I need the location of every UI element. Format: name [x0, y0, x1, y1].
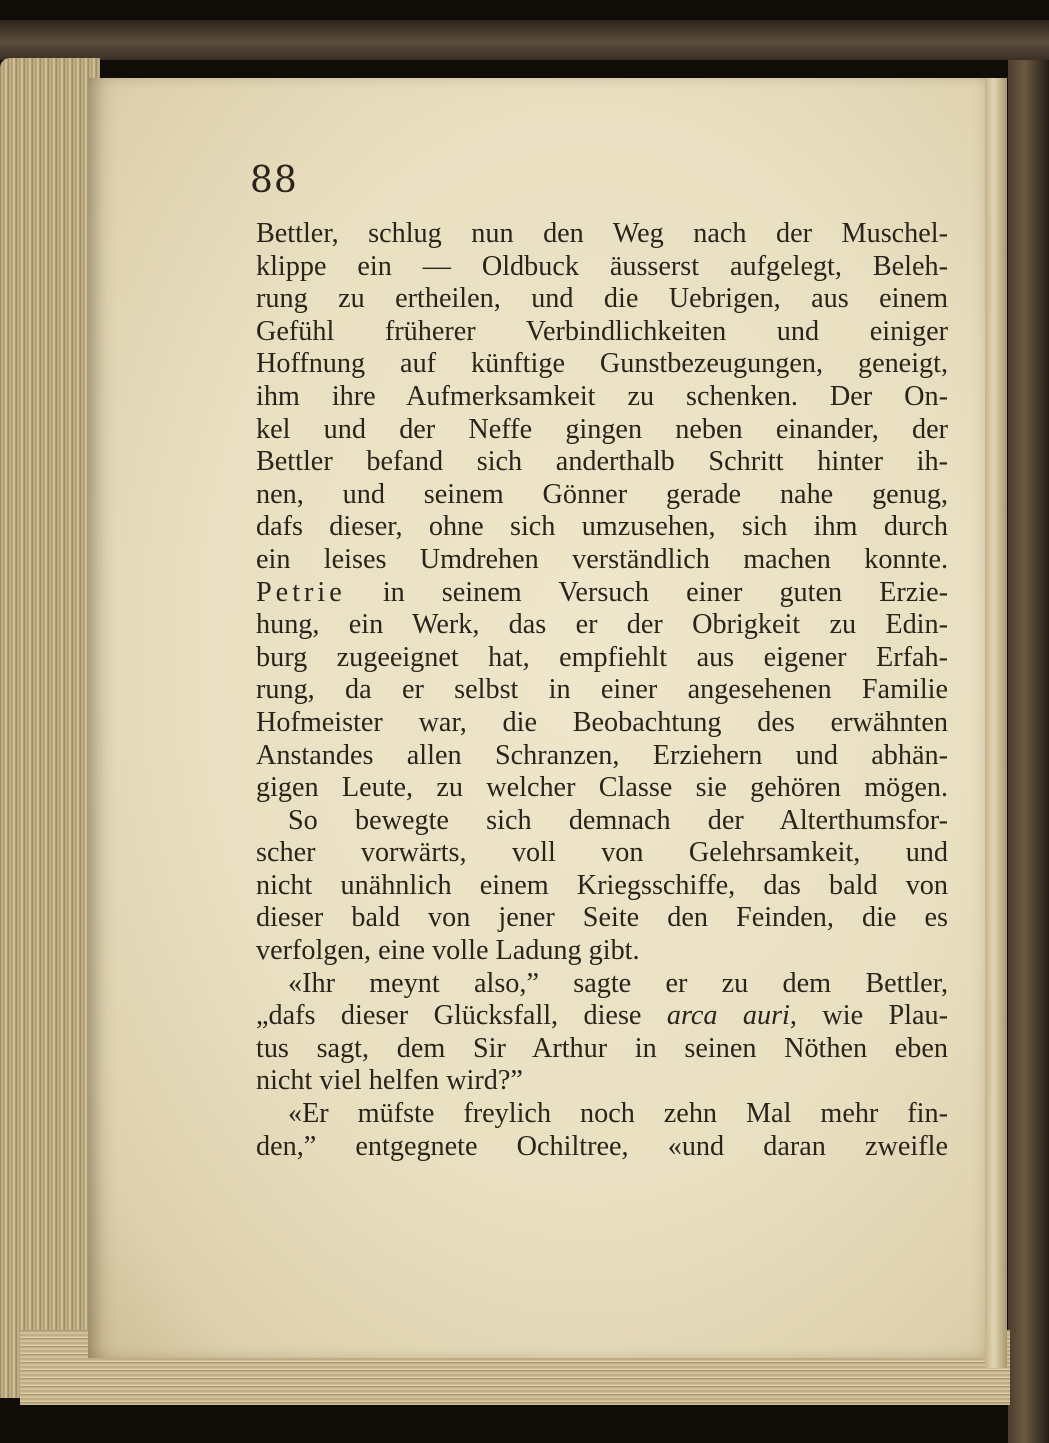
text-line: So bewegte sich demnach der Alterthumsfor-	[288, 804, 948, 836]
text-line: «Er müfste freylich noch zehn Mal mehr fin-	[288, 1098, 948, 1130]
text-line: hung, ein Werk, das er der Obrigkeit zu Edin-	[256, 609, 948, 641]
book-binding-top	[0, 20, 1049, 60]
text-line: burg zugeeignet hat, empfiehlt aus eigener Erfah-	[256, 641, 948, 673]
text-line: Hofmeister war, die Beobachtung des erwähnten	[256, 706, 948, 738]
text-line: Gefühl früherer Verbindlichkeiten und einiger	[256, 315, 948, 347]
text-fragment: „dafs dieser Glücksfall, diese	[256, 1000, 667, 1032]
text-line: den,” entgegnete Ochiltree, «und daran zweifle	[256, 1130, 948, 1162]
text-line: kel und der Neffe gingen neben einander, der	[256, 413, 948, 445]
text-fragment: in seinem Versuch einer guten Erzie-	[345, 576, 948, 608]
text-line: gigen Leute, zu welcher Classe sie gehören mögen.	[256, 772, 948, 804]
page-number: 88	[250, 160, 298, 201]
text-line: klippe ein — Oldbuck äusserst aufgelegt, Beleh-	[256, 250, 948, 282]
text-line: scher vorwärts, voll von Gelehrsamkeit, und	[256, 837, 948, 869]
text-line: «Ihr meynt also,” sagte er zu dem Bettler,	[288, 967, 948, 999]
text-line: Bettler befand sich anderthalb Schritt hinter ih-	[256, 446, 948, 478]
latin-phrase: arca auri	[666, 1000, 790, 1032]
text-line	[256, 577, 948, 610]
text-line: ein leises Umdrehen verständlich machen konnte.	[256, 543, 948, 575]
text-line	[256, 1000, 948, 1033]
text-line: Anstandes allen Schranzen, Erziehern und abhän-	[256, 739, 948, 771]
page-gutter	[985, 78, 1007, 1368]
text-fragment: , wie Plau-	[789, 1000, 948, 1032]
body-text	[256, 218, 948, 1163]
text-line: nen, und seinem Gönner gerade nahe genug,	[256, 478, 948, 510]
text-line: Hoffnung auf künftige Gunstbezeugungen, geneigt,	[256, 348, 948, 380]
text-line: tus sagt, dem Sir Arthur in seinen Nöthen eben	[256, 1032, 948, 1064]
text-line: rung zu ertheilen, und die Uebrigen, aus einem	[256, 283, 948, 315]
text-line: rung, da er selbst in einer angesehenen Familie	[256, 674, 948, 706]
text-line: ihm ihre Aufmerksamkeit zu schenken. Der On-	[256, 380, 948, 412]
text-line: nicht viel helfen wird?”	[256, 1065, 523, 1097]
text-line: Bettler, schlug nun den Weg nach der Muschel-	[256, 218, 948, 249]
text-line: dafs dieser, ohne sich umzusehen, sich ihm durch	[256, 511, 948, 543]
text-line: nicht unähnlich einem Kriegsschiffe, das bald von	[256, 869, 948, 901]
text-line: dieser bald von jener Seite den Feinden, die es	[256, 902, 948, 934]
spaced-name: Petrie	[256, 576, 346, 608]
page-edges-left	[0, 58, 100, 1398]
book-binding-right	[1008, 60, 1049, 1443]
text-line: verfolgen, eine volle Ladung gibt.	[256, 935, 640, 967]
